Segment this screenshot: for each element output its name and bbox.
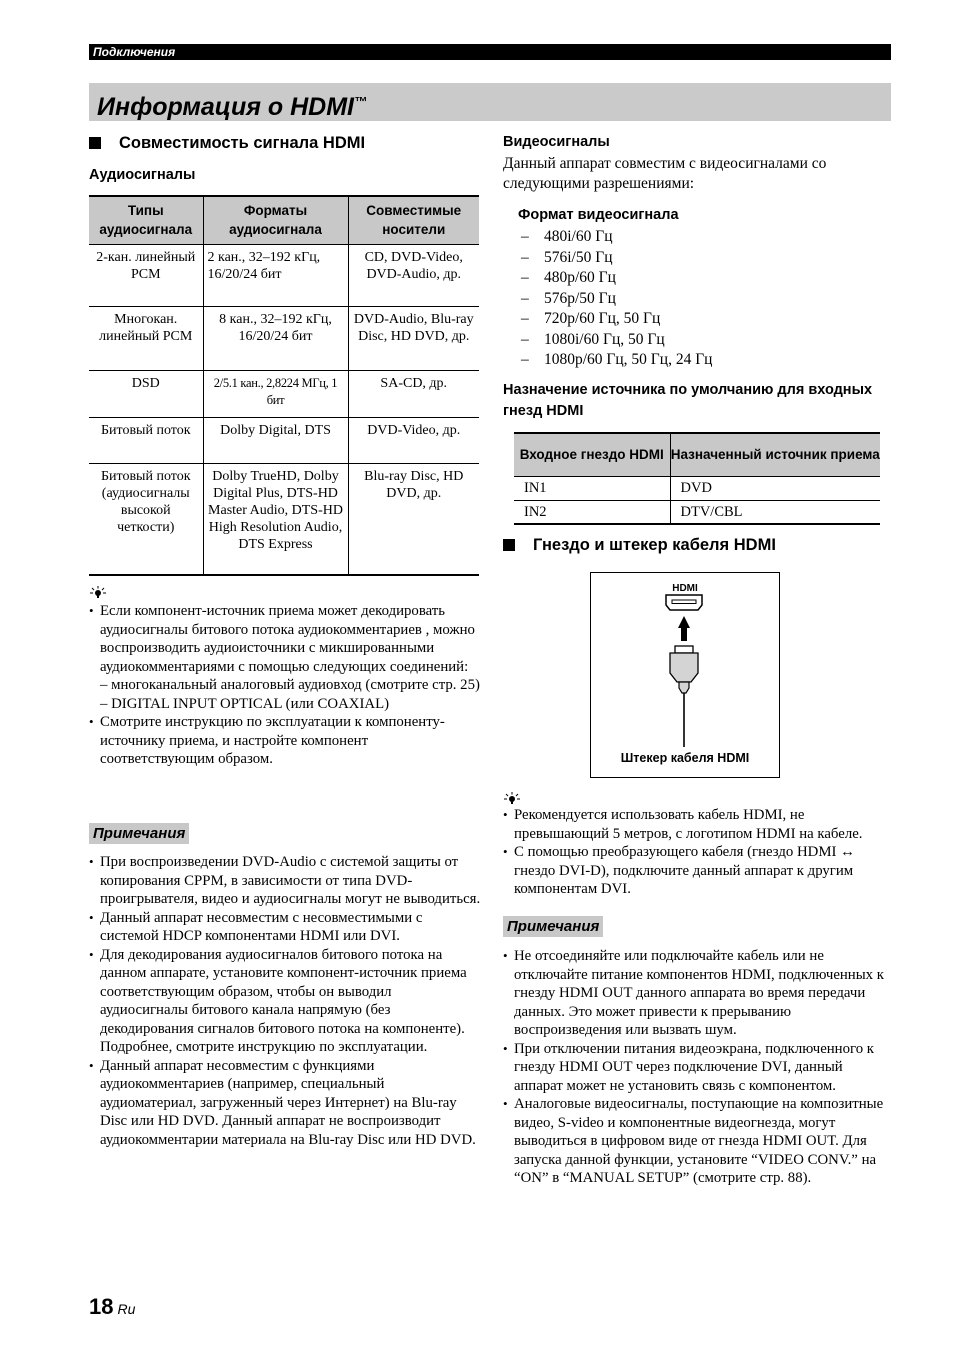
table-header-cell: Типы аудиосигнала (89, 196, 203, 244)
note-item: • Данный аппарат несовместим с функциями аудиокомментариев (например, специальный аудиоматериал, загруженный через Интернет) на Blu-ray Disc или HD DVD. Данный аппарат не воспроизводит аудиокомментарии материала на Blu-ray Disc или HD DVD. (89, 1057, 481, 1150)
format-item: – 720p/60 Гц, 50 Гц (518, 309, 878, 330)
notes-list-left (89, 853, 481, 1149)
page-number-value: 18 (89, 1294, 114, 1319)
tips-list-left (89, 602, 481, 769)
table-row (89, 370, 479, 417)
hdmi-connector-illustration (591, 573, 779, 777)
table-cell: DSD (89, 370, 203, 417)
table-cell: Многокан. линейный PCM (89, 306, 203, 370)
tip-item (89, 713, 481, 769)
notes-label: Примечания (503, 916, 603, 937)
table-cell: 8 кан., 32–192 кГц, 16/20/24 бит (203, 306, 348, 370)
table-row (514, 476, 880, 500)
heading-audio: Аудиосигналы (89, 167, 196, 183)
table-header-row (514, 433, 880, 476)
video-intro: Данный аппарат совместим с видеосигналами со следующими разрешениями: (503, 155, 827, 192)
hdmi-jack-icon (666, 595, 702, 610)
table-row (514, 500, 880, 524)
hdmi-input-assignment-table (514, 432, 880, 525)
table-cell: DVD-Video, др. (348, 417, 479, 463)
table-cell: 2-кан. линейный PCM (89, 244, 203, 306)
video-format-list (518, 227, 878, 371)
table-row (89, 306, 479, 370)
table-cell: Blu-ray Disc, HD DVD, др. (348, 463, 479, 575)
notes-list-right (503, 947, 895, 1188)
hdmi-connector-diagram (590, 572, 780, 778)
heading-default-source: Назначение источника по умолчанию для входных гнезд HDMI (503, 382, 873, 419)
heading-text: Совместимость сигнала HDMI (119, 134, 366, 152)
tip-subitem: – многоканальный аналоговый аудиовход (смотрите стр. 25) (100, 677, 480, 693)
table-cell: DTV/CBL (670, 500, 880, 524)
table-cell: DVD-Audio, Blu-ray Disc, HD DVD, др. (348, 306, 479, 370)
notes-label: Примечания (89, 823, 189, 844)
heading-signal-compat (89, 133, 365, 153)
jack-label: HDMI (672, 583, 698, 594)
page-title-text: Информация о HDMI (97, 93, 354, 121)
table-row (89, 463, 479, 575)
note-item: • Аналоговые видеосигналы, поступающие на композитные видео, S-video и компонентные видеогнезда, могут выводиться в цифровом виде от гнезда HDMI OUT. Для запуска данной функции, установите “VIDEO CONV.” на “ON” в “MANUAL SETUP” (смотрите стр. 88). (503, 1095, 895, 1188)
table-cell: Битовый поток (аудиосигналы высокой четкости) (89, 463, 203, 575)
plug-label: Штекер кабеля HDMI (620, 751, 750, 765)
table-header-cell: Входное гнездо HDMI (514, 433, 670, 476)
table-cell: IN1 (514, 476, 670, 500)
tip-item (89, 602, 481, 713)
tip-text: Смотрите инструкцию по эксплуатации к компоненту-источнику приема, и настройте компонент соответствующим образом. (100, 714, 445, 767)
table-cell: Dolby TrueHD, Dolby Digital Plus, DTS-HD Master Audio, DTS-HD High Resolution Audio, DTS Express (203, 463, 348, 575)
tip-item: • С помощью преобразующего кабеля (гнездо HDMI ↔ гнездо DVI-D), подключите данный аппарат к другим компонентам DVI. (503, 843, 895, 899)
table-cell: Dolby Digital, DTS (203, 417, 348, 463)
format-item: – 1080i/60 Гц, 50 Гц (518, 330, 878, 351)
audio-signals-table (89, 195, 479, 576)
heading-connector (503, 535, 776, 555)
tip-lightbulb-icon (89, 585, 107, 599)
hdmi-plug-icon (670, 646, 698, 747)
square-bullet-icon (503, 539, 515, 551)
tip-lightbulb-icon (503, 791, 521, 805)
format-item: – 576p/50 Гц (518, 289, 878, 310)
format-item: – 576i/50 Гц (518, 248, 878, 269)
format-item: – 480p/60 Гц (518, 268, 878, 289)
tip-text: Если компонент-источник приема может декодировать аудиосигналы битового потока аудиокомментариев , можно воспроизводить аудиоисточники с микшированными аудиокомментариями с помощью следующих соединений: (100, 603, 475, 675)
table-cell: 2 кан., 32–192 кГц, 16/20/24 бит (203, 244, 348, 306)
format-item: – 480i/60 Гц (518, 227, 878, 248)
note-item: • Не отсоединяйте или подключайте кабель или не отключайте питание компонентов HDMI, подключенных к гнезду HDMI OUT данного аппарата во время передачи данных. Это может привести к прерыванию воспроизведения или вызвать шум. (503, 947, 895, 1040)
table-header-cell: Совместимые носители (348, 196, 479, 244)
note-item: • Для декодирования аудиосигналов битового потока на данном аппарате, установите компонент-источник приема соответствующим образом, чтобы он выводил аудиосигналы битового канала напрямую (без декодирования сигналов битового потока на компоненте). Подробнее, смотрите инструкцию по эксплуатации. (89, 946, 481, 1057)
tip-subitem: – DIGITAL INPUT OPTICAL (или COAXIAL) (100, 695, 390, 712)
table-header-cell: Назначенный источник приема (670, 433, 880, 476)
table-row (89, 417, 479, 463)
trademark-mark: ™ (354, 94, 367, 109)
insert-arrow-icon (678, 616, 690, 641)
language-code: Ru (117, 1301, 136, 1317)
format-item: – 1080p/60 Гц, 50 Гц, 24 Гц (518, 350, 878, 371)
table-cell: DVD (670, 476, 880, 500)
table-header-row (89, 196, 479, 244)
tip-item: • Рекомендуется использовать кабель HDMI, не превышающий 5 метров, с логотипом HDMI на кабеле. (503, 806, 895, 843)
page-title (89, 83, 891, 121)
table-cell: CD, DVD-Video, DVD-Audio, др. (348, 244, 479, 306)
table-cell: Битовый поток (89, 417, 203, 463)
table-row (89, 244, 479, 306)
heading-text: Гнездо и штекер кабеля HDMI (533, 536, 776, 554)
table-cell: 2/5.1 кан., 2,8224 МГц, 1 бит (203, 370, 348, 417)
tips-list-right (503, 806, 895, 899)
heading-video-format: Формат видеосигнала (518, 207, 679, 223)
section-header (89, 44, 891, 60)
heading-video: Видеосигналы (503, 134, 610, 150)
section-label: Подключения (93, 45, 176, 59)
note-item: • При отключении питания видеоэкрана, подключенного к гнезду HDMI OUT через подключение DVI, данный аппарат может не установить связь с компонентом. (503, 1040, 895, 1096)
note-item: • Данный аппарат несовместим с несовместимыми с системой HDCP компонентами HDMI или DVI. (89, 909, 481, 946)
square-bullet-icon (89, 137, 101, 149)
table-cell: SA-CD, др. (348, 370, 479, 417)
table-cell: IN2 (514, 500, 670, 524)
note-item: • При воспроизведении DVD-Audio с системой защиты от копирования CPPM, в зависимости от типа DVD-проигрывателя, видео и аудиосигналы могут не выводиться. (89, 853, 481, 909)
table-header-cell: Форматы аудиосигнала (203, 196, 348, 244)
page-number (89, 1294, 135, 1320)
